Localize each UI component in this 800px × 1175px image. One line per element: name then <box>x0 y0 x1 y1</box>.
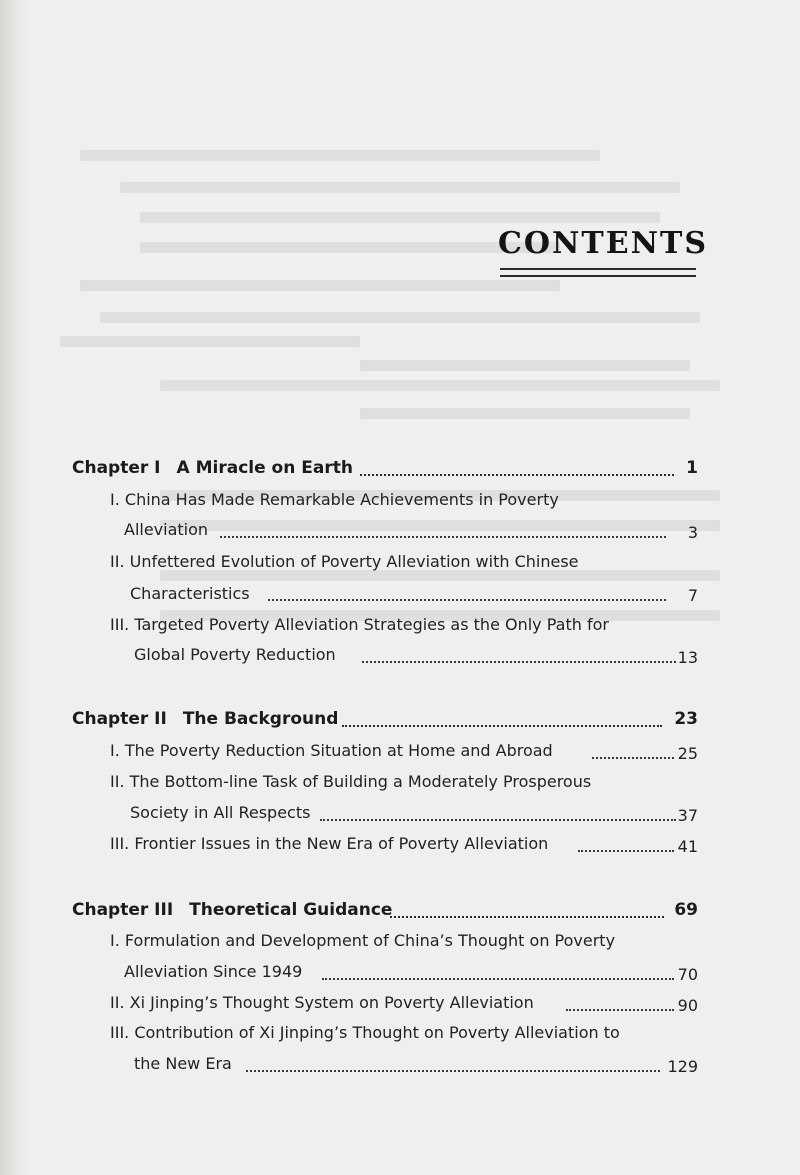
chapter-title: Theoretical Guidance <box>189 900 393 920</box>
section-3-1-line-2[interactable]: Alleviation Since 1949 <box>124 962 303 981</box>
section-page-number: 25 <box>677 744 698 763</box>
leader-dots <box>220 536 666 538</box>
leader-dots <box>320 819 676 821</box>
chapter-label: Chapter II <box>72 709 167 729</box>
chapter-heading <box>72 900 392 920</box>
chapter-page-number: 1 <box>686 458 698 478</box>
section-page-number: 41 <box>677 837 698 856</box>
section-1-1-line-2[interactable]: Alleviation <box>124 520 209 539</box>
leader-dots <box>268 599 666 601</box>
book-spine-shadow <box>0 0 30 1175</box>
section-page-number: 3 <box>687 523 698 542</box>
section-1-2-line-2[interactable]: Characteristics <box>130 584 250 603</box>
chapter-heading <box>72 709 338 729</box>
section-1-3-line-2[interactable]: Global Poverty Reduction <box>134 645 336 664</box>
section-1-1-line-1[interactable]: I. China Has Made Remarkable Achievements in Poverty <box>110 490 559 509</box>
chapter-heading <box>72 458 353 478</box>
section-2-3-line-1[interactable]: III. Frontier Issues in the New Era of Poverty Alleviation <box>110 834 549 853</box>
chapter-page-number: 69 <box>674 900 698 920</box>
leader-dots <box>592 757 674 759</box>
section-page-number: 37 <box>677 806 698 825</box>
leader-dots <box>390 916 664 918</box>
leader-dots <box>360 474 674 476</box>
leader-dots <box>566 1009 674 1011</box>
section-3-2-line-1[interactable]: II. Xi Jinping’s Thought System on Poverty Alleviation <box>110 993 534 1012</box>
section-2-2-line-2[interactable]: Society in All Respects <box>130 803 311 822</box>
leader-dots <box>322 978 674 980</box>
toc-chapter-2[interactable] <box>72 709 698 735</box>
heading-rule-top <box>500 268 696 270</box>
show-through-texture <box>60 130 720 650</box>
section-2-2-line-1[interactable]: II. The Bottom-line Task of Building a Moderately Prosperous <box>110 772 592 791</box>
section-page-number: 7 <box>687 586 698 605</box>
contents-heading: CONTENTS <box>498 226 709 261</box>
chapter-label: Chapter I <box>72 458 161 478</box>
section-1-3-line-1[interactable]: III. Targeted Poverty Alleviation Strategies as the Only Path for <box>110 615 609 634</box>
toc-chapter-1[interactable] <box>72 458 698 484</box>
section-1-2-line-1[interactable]: II. Unfettered Evolution of Poverty Alleviation with Chinese <box>110 552 579 571</box>
section-3-1-line-1[interactable]: I. Formulation and Development of China’s Thought on Poverty <box>110 931 616 950</box>
leader-dots <box>578 850 674 852</box>
heading-rule-bottom <box>500 275 696 277</box>
section-page-number: 13 <box>677 648 698 667</box>
chapter-title: A Miracle on Earth <box>176 458 353 478</box>
toc-chapter-3[interactable] <box>72 900 698 926</box>
leader-dots <box>362 661 676 663</box>
chapter-title: The Background <box>182 709 339 729</box>
leader-dots <box>342 725 662 727</box>
chapter-page-number: 23 <box>674 709 698 729</box>
section-page-number: 90 <box>677 996 698 1015</box>
section-2-1-line-1[interactable]: I. The Poverty Reduction Situation at Home and Abroad <box>110 741 553 760</box>
chapter-label: Chapter III <box>72 900 174 920</box>
section-page-number: 129 <box>667 1057 698 1076</box>
section-page-number: 70 <box>677 965 698 984</box>
section-3-3-line-1[interactable]: III. Contribution of Xi Jinping’s Thought on Poverty Alleviation to <box>110 1023 620 1042</box>
section-3-3-line-2[interactable]: the New Era <box>134 1054 232 1073</box>
leader-dots <box>246 1070 660 1072</box>
